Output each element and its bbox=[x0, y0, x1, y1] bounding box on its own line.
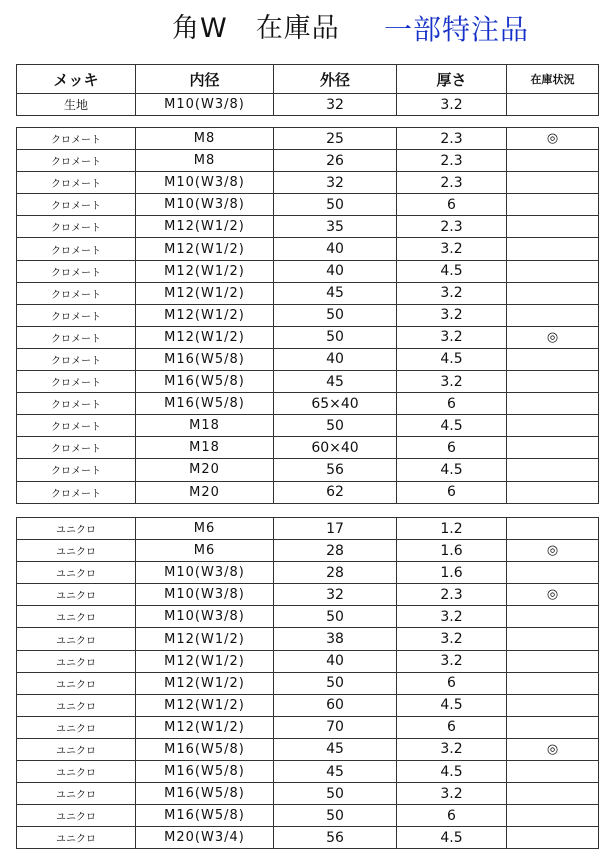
thickness-cell: 3.2 bbox=[397, 94, 507, 116]
outer-diameter-cell: 40 bbox=[274, 348, 397, 370]
outer-diameter-cell: 50 bbox=[274, 672, 397, 694]
table-row bbox=[17, 415, 599, 437]
outer-diameter-cell: 60×40 bbox=[274, 437, 397, 459]
plating-cell: クロメート bbox=[17, 393, 136, 415]
stock-status-cell bbox=[507, 94, 599, 116]
unichro-table bbox=[16, 517, 599, 849]
plating-cell: クロメート bbox=[17, 194, 136, 216]
outer-diameter-cell: 70 bbox=[274, 716, 397, 738]
plating-cell: クロメート bbox=[17, 371, 136, 393]
stock-status-cell bbox=[507, 238, 599, 260]
thickness-cell: 2.3 bbox=[397, 584, 507, 606]
thickness-cell: 4.5 bbox=[397, 260, 507, 282]
thickness-cell: 4.5 bbox=[397, 459, 507, 481]
outer-diameter-cell: 50 bbox=[274, 606, 397, 628]
inner-diameter-cell: M12(W1/2) bbox=[136, 650, 274, 672]
plating-cell: クロメート bbox=[17, 437, 136, 459]
table-row bbox=[17, 216, 599, 238]
header-thickness: 厚さ bbox=[397, 65, 507, 94]
thickness-cell: 4.5 bbox=[397, 827, 507, 849]
thickness-cell: 3.2 bbox=[397, 738, 507, 760]
header-table bbox=[16, 64, 599, 116]
plating-cell: クロメート bbox=[17, 459, 136, 481]
inner-diameter-cell: M20(W3/4) bbox=[136, 827, 274, 849]
stock-status-cell bbox=[507, 371, 599, 393]
plating-cell: クロメート bbox=[17, 304, 136, 326]
table-row bbox=[17, 827, 599, 849]
inner-diameter-cell: M16(W5/8) bbox=[136, 393, 274, 415]
inner-diameter-cell: M8 bbox=[136, 150, 274, 172]
inner-diameter-cell: M16(W5/8) bbox=[136, 348, 274, 370]
table-row bbox=[17, 238, 599, 260]
outer-diameter-cell: 40 bbox=[274, 650, 397, 672]
inner-diameter-cell: M12(W1/2) bbox=[136, 282, 274, 304]
plating-cell: クロメート bbox=[17, 172, 136, 194]
thickness-cell: 6 bbox=[397, 805, 507, 827]
outer-diameter-cell: 56 bbox=[274, 459, 397, 481]
outer-diameter-cell: 50 bbox=[274, 805, 397, 827]
table-row bbox=[17, 282, 599, 304]
outer-diameter-cell: 32 bbox=[274, 172, 397, 194]
plating-cell: ユニクロ bbox=[17, 694, 136, 716]
table-row bbox=[17, 260, 599, 282]
table-row bbox=[17, 326, 599, 348]
thickness-cell: 6 bbox=[397, 194, 507, 216]
title-main: 角W 在庫品 bbox=[172, 13, 340, 44]
table-row bbox=[17, 606, 599, 628]
plating-cell: ユニクロ bbox=[17, 716, 136, 738]
table-row bbox=[17, 518, 599, 540]
outer-diameter-cell: 65×40 bbox=[274, 393, 397, 415]
plating-cell: ユニクロ bbox=[17, 738, 136, 760]
inner-diameter-cell: M12(W1/2) bbox=[136, 694, 274, 716]
outer-diameter-cell: 28 bbox=[274, 540, 397, 562]
outer-diameter-cell: 50 bbox=[274, 194, 397, 216]
outer-diameter-cell: 40 bbox=[274, 260, 397, 282]
thickness-cell: 6 bbox=[397, 481, 507, 503]
stock-status-cell bbox=[507, 459, 599, 481]
outer-diameter-cell: 50 bbox=[274, 304, 397, 326]
stock-status-cell: ◎ bbox=[507, 738, 599, 760]
plating-cell: ユニクロ bbox=[17, 827, 136, 849]
outer-diameter-cell: 50 bbox=[274, 783, 397, 805]
inner-diameter-cell: M10(W3/8) bbox=[136, 562, 274, 584]
outer-diameter-cell: 26 bbox=[274, 150, 397, 172]
stock-status-cell bbox=[507, 761, 599, 783]
plating-cell: ユニクロ bbox=[17, 805, 136, 827]
plating-cell: ユニクロ bbox=[17, 672, 136, 694]
header-plating: メッキ bbox=[17, 65, 136, 94]
inner-diameter-cell: M12(W1/2) bbox=[136, 672, 274, 694]
plating-cell: ユニクロ bbox=[17, 518, 136, 540]
table-row bbox=[17, 672, 599, 694]
inner-diameter-cell: M6 bbox=[136, 540, 274, 562]
header-outer: 外径 bbox=[274, 65, 397, 94]
stock-status-cell bbox=[507, 415, 599, 437]
thickness-cell: 3.2 bbox=[397, 282, 507, 304]
table-row bbox=[17, 650, 599, 672]
thickness-cell: 3.2 bbox=[397, 650, 507, 672]
outer-diameter-cell: 40 bbox=[274, 238, 397, 260]
stock-status-cell bbox=[507, 628, 599, 650]
stock-status-cell bbox=[507, 348, 599, 370]
plating-cell: クロメート bbox=[17, 238, 136, 260]
inner-diameter-cell: M16(W5/8) bbox=[136, 783, 274, 805]
stock-status-cell bbox=[507, 304, 599, 326]
outer-diameter-cell: 62 bbox=[274, 481, 397, 503]
chromate-table bbox=[16, 127, 599, 504]
table-row bbox=[17, 584, 599, 606]
page-title bbox=[150, 6, 590, 46]
plating-cell: クロメート bbox=[17, 260, 136, 282]
thickness-cell: 6 bbox=[397, 437, 507, 459]
stock-status-cell: ◎ bbox=[507, 584, 599, 606]
thickness-cell: 2.3 bbox=[397, 128, 507, 150]
inner-diameter-cell: M12(W1/2) bbox=[136, 326, 274, 348]
outer-diameter-cell: 32 bbox=[274, 584, 397, 606]
table-row bbox=[17, 459, 599, 481]
inner-diameter-cell: M20 bbox=[136, 459, 274, 481]
stock-status-cell bbox=[507, 282, 599, 304]
inner-diameter-cell: M10(W3/8) bbox=[136, 172, 274, 194]
thickness-cell: 3.2 bbox=[397, 628, 507, 650]
inner-diameter-cell: M12(W1/2) bbox=[136, 260, 274, 282]
table-row bbox=[17, 194, 599, 216]
inner-diameter-cell: M10(W3/8) bbox=[136, 94, 274, 116]
table-row bbox=[17, 738, 599, 760]
stock-status-cell bbox=[507, 194, 599, 216]
thickness-cell: 1.2 bbox=[397, 518, 507, 540]
inner-diameter-cell: M16(W5/8) bbox=[136, 371, 274, 393]
inner-diameter-cell: M12(W1/2) bbox=[136, 628, 274, 650]
table-row bbox=[17, 540, 599, 562]
stock-status-cell bbox=[507, 481, 599, 503]
thickness-cell: 3.2 bbox=[397, 606, 507, 628]
outer-diameter-cell: 45 bbox=[274, 282, 397, 304]
stock-status-cell bbox=[507, 783, 599, 805]
thickness-cell: 3.2 bbox=[397, 783, 507, 805]
header-stock: 在庫状況 bbox=[507, 65, 599, 94]
stock-status-cell bbox=[507, 393, 599, 415]
inner-diameter-cell: M18 bbox=[136, 415, 274, 437]
plating-cell: ユニクロ bbox=[17, 761, 136, 783]
thickness-cell: 4.5 bbox=[397, 761, 507, 783]
stock-status-cell bbox=[507, 606, 599, 628]
thickness-cell: 4.5 bbox=[397, 348, 507, 370]
table-row bbox=[17, 716, 599, 738]
thickness-cell: 4.5 bbox=[397, 415, 507, 437]
thickness-cell: 3.2 bbox=[397, 371, 507, 393]
thickness-cell: 3.2 bbox=[397, 326, 507, 348]
plating-cell: クロメート bbox=[17, 282, 136, 304]
outer-diameter-cell: 45 bbox=[274, 761, 397, 783]
title-sub: 一部特注品 bbox=[384, 13, 530, 46]
inner-diameter-cell: M16(W5/8) bbox=[136, 761, 274, 783]
plating-cell: クロメート bbox=[17, 348, 136, 370]
table-row bbox=[17, 304, 599, 326]
inner-diameter-cell: M18 bbox=[136, 437, 274, 459]
thickness-cell: 6 bbox=[397, 672, 507, 694]
outer-diameter-cell: 35 bbox=[274, 216, 397, 238]
outer-diameter-cell: 45 bbox=[274, 371, 397, 393]
inner-diameter-cell: M10(W3/8) bbox=[136, 194, 274, 216]
stock-status-cell bbox=[507, 172, 599, 194]
stock-status-cell bbox=[507, 260, 599, 282]
outer-diameter-cell: 50 bbox=[274, 415, 397, 437]
plating-cell: クロメート bbox=[17, 326, 136, 348]
plating-cell: クロメート bbox=[17, 415, 136, 437]
table-row bbox=[17, 371, 599, 393]
stock-status-cell bbox=[507, 518, 599, 540]
stock-status-cell bbox=[507, 437, 599, 459]
outer-diameter-cell: 38 bbox=[274, 628, 397, 650]
outer-diameter-cell: 60 bbox=[274, 694, 397, 716]
table-row bbox=[17, 562, 599, 584]
stock-status-cell bbox=[507, 716, 599, 738]
table-row bbox=[17, 761, 599, 783]
plating-cell: ユニクロ bbox=[17, 606, 136, 628]
plating-cell: クロメート bbox=[17, 481, 136, 503]
inner-diameter-cell: M12(W1/2) bbox=[136, 216, 274, 238]
stock-status-cell bbox=[507, 672, 599, 694]
table-row bbox=[17, 128, 599, 150]
outer-diameter-cell: 32 bbox=[274, 94, 397, 116]
chromate-section bbox=[17, 128, 599, 504]
thickness-cell: 4.5 bbox=[397, 694, 507, 716]
inner-diameter-cell: M10(W3/8) bbox=[136, 584, 274, 606]
outer-diameter-cell: 50 bbox=[274, 326, 397, 348]
thickness-cell: 6 bbox=[397, 716, 507, 738]
plating-cell: ユニクロ bbox=[17, 783, 136, 805]
thickness-cell: 2.3 bbox=[397, 216, 507, 238]
outer-diameter-cell: 17 bbox=[274, 518, 397, 540]
stock-status-cell: ◎ bbox=[507, 326, 599, 348]
inner-diameter-cell: M12(W1/2) bbox=[136, 716, 274, 738]
plating-cell: ユニクロ bbox=[17, 584, 136, 606]
unichro-section bbox=[17, 518, 599, 849]
plating-cell: ユニクロ bbox=[17, 650, 136, 672]
table-row bbox=[17, 94, 599, 116]
outer-diameter-cell: 56 bbox=[274, 827, 397, 849]
thickness-cell: 2.3 bbox=[397, 172, 507, 194]
stock-status-cell: ◎ bbox=[507, 540, 599, 562]
plating-cell: ユニクロ bbox=[17, 562, 136, 584]
plating-cell: クロメート bbox=[17, 150, 136, 172]
stock-status-cell bbox=[507, 694, 599, 716]
plating-cell: ユニクロ bbox=[17, 628, 136, 650]
thickness-cell: 3.2 bbox=[397, 238, 507, 260]
stock-status-cell bbox=[507, 827, 599, 849]
table-row bbox=[17, 694, 599, 716]
thickness-cell: 6 bbox=[397, 393, 507, 415]
stock-status-cell bbox=[507, 805, 599, 827]
plating-cell: クロメート bbox=[17, 128, 136, 150]
table-row bbox=[17, 437, 599, 459]
outer-diameter-cell: 28 bbox=[274, 562, 397, 584]
thickness-cell: 1.6 bbox=[397, 562, 507, 584]
thickness-cell: 2.3 bbox=[397, 150, 507, 172]
table-row bbox=[17, 348, 599, 370]
table-row bbox=[17, 481, 599, 503]
thickness-cell: 3.2 bbox=[397, 304, 507, 326]
inner-diameter-cell: M12(W1/2) bbox=[136, 304, 274, 326]
outer-diameter-cell: 45 bbox=[274, 738, 397, 760]
thickness-cell: 1.6 bbox=[397, 540, 507, 562]
inner-diameter-cell: M20 bbox=[136, 481, 274, 503]
inner-diameter-cell: M10(W3/8) bbox=[136, 606, 274, 628]
table-row bbox=[17, 150, 599, 172]
header-inner: 内径 bbox=[136, 65, 274, 94]
stock-status-cell: ◎ bbox=[507, 128, 599, 150]
plating-cell: ユニクロ bbox=[17, 540, 136, 562]
table-row bbox=[17, 393, 599, 415]
table-row bbox=[17, 172, 599, 194]
inner-diameter-cell: M8 bbox=[136, 128, 274, 150]
inner-diameter-cell: M12(W1/2) bbox=[136, 238, 274, 260]
base-section bbox=[17, 94, 599, 116]
inner-diameter-cell: M6 bbox=[136, 518, 274, 540]
outer-diameter-cell: 25 bbox=[274, 128, 397, 150]
plating-cell: クロメート bbox=[17, 216, 136, 238]
inner-diameter-cell: M16(W5/8) bbox=[136, 805, 274, 827]
inner-diameter-cell: M16(W5/8) bbox=[136, 738, 274, 760]
stock-status-cell bbox=[507, 562, 599, 584]
stock-status-cell bbox=[507, 650, 599, 672]
stock-status-cell bbox=[507, 150, 599, 172]
plating-cell: 生地 bbox=[17, 94, 136, 116]
table-row bbox=[17, 783, 599, 805]
header-row bbox=[17, 65, 599, 94]
stock-status-cell bbox=[507, 216, 599, 238]
table-row bbox=[17, 628, 599, 650]
table-row bbox=[17, 805, 599, 827]
